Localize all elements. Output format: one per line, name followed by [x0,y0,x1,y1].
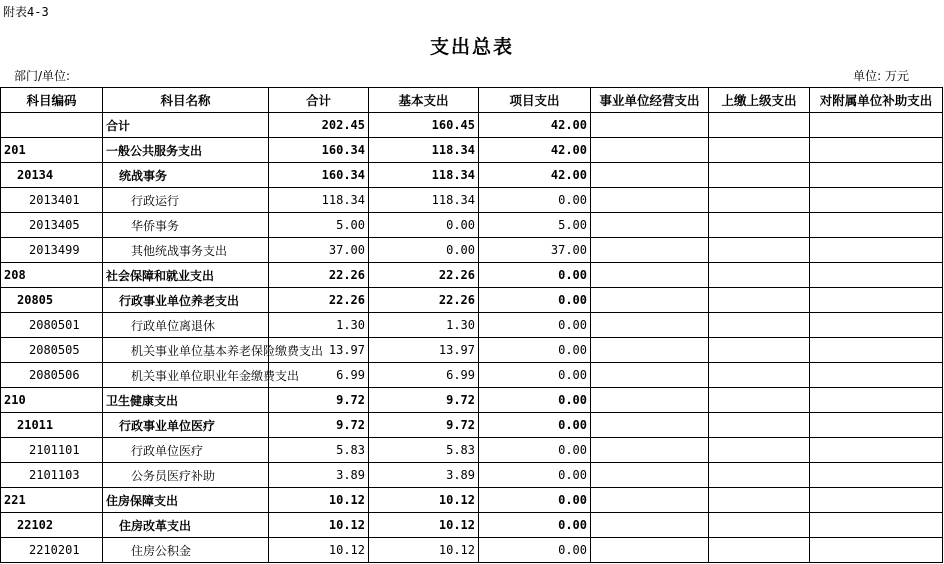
cell-basic-expenditure: 118.34 [369,188,479,213]
cell-project-expenditure: 0.00 [479,288,591,313]
cell-subject-code: 208 [1,263,103,288]
cell-basic-expenditure: 0.00 [369,238,479,263]
header-subject-name: 科目名称 [103,88,269,113]
cell-operating-expenditure [591,488,709,513]
table-header-row [1,88,943,113]
header-upper-payment: 上缴上级支出 [709,88,810,113]
cell-project-expenditure: 0.00 [479,538,591,563]
cell-subsidy [810,388,943,413]
cell-subject-name: 机关事业单位职业年金缴费支出 [103,363,269,388]
table-row [1,138,943,163]
cell-total: 160.34 [269,138,369,163]
cell-basic-expenditure: 160.45 [369,113,479,138]
cell-subject-code: 2080505 [1,338,103,363]
table-row [1,488,943,513]
cell-upper-payment [709,513,810,538]
cell-basic-expenditure: 6.99 [369,363,479,388]
cell-operating-expenditure [591,538,709,563]
cell-subsidy [810,363,943,388]
cell-subsidy [810,113,943,138]
cell-basic-expenditure: 118.34 [369,163,479,188]
cell-total: 9.72 [269,413,369,438]
cell-operating-expenditure [591,163,709,188]
header-basic-expenditure: 基本支出 [369,88,479,113]
cell-operating-expenditure [591,288,709,313]
table-row [1,363,943,388]
cell-subject-code: 21011 [1,413,103,438]
cell-upper-payment [709,138,810,163]
cell-operating-expenditure [591,438,709,463]
cell-upper-payment [709,338,810,363]
cell-basic-expenditure: 9.72 [369,388,479,413]
cell-subject-name: 社会保障和就业支出 [103,263,269,288]
cell-subject-code: 22102 [1,513,103,538]
cell-project-expenditure: 0.00 [479,263,591,288]
cell-operating-expenditure [591,338,709,363]
cell-basic-expenditure: 3.89 [369,463,479,488]
cell-subject-name: 华侨事务 [103,213,269,238]
table-row [1,513,943,538]
cell-subject-name: 一般公共服务支出 [103,138,269,163]
cell-subsidy [810,288,943,313]
cell-project-expenditure: 37.00 [479,238,591,263]
cell-basic-expenditure: 5.83 [369,438,479,463]
cell-subject-name: 卫生健康支出 [103,388,269,413]
cell-project-expenditure: 0.00 [479,313,591,338]
cell-upper-payment [709,313,810,338]
cell-subject-code: 20805 [1,288,103,313]
cell-subject-code: 221 [1,488,103,513]
cell-upper-payment [709,388,810,413]
table-body [1,113,943,563]
cell-upper-payment [709,113,810,138]
cell-operating-expenditure [591,363,709,388]
cell-total: 6.99 [269,363,369,388]
table-row [1,238,943,263]
cell-basic-expenditure: 22.26 [369,288,479,313]
cell-total: 10.12 [269,538,369,563]
cell-total: 37.00 [269,238,369,263]
cell-basic-expenditure: 22.26 [369,263,479,288]
cell-upper-payment [709,413,810,438]
cell-upper-payment [709,163,810,188]
table-row [1,438,943,463]
cell-subsidy [810,238,943,263]
cell-total: 5.83 [269,438,369,463]
cell-subject-name: 合计 [103,113,269,138]
cell-project-expenditure: 0.00 [479,438,591,463]
cell-operating-expenditure [591,213,709,238]
cell-subject-code: 2013405 [1,213,103,238]
cell-operating-expenditure [591,388,709,413]
cell-total: 10.12 [269,488,369,513]
cell-subject-code [1,113,103,138]
cell-project-expenditure: 0.00 [479,488,591,513]
cell-subject-name: 行政运行 [103,188,269,213]
cell-basic-expenditure: 0.00 [369,213,479,238]
cell-subsidy [810,163,943,188]
table-row [1,463,943,488]
table-row [1,263,943,288]
table-row [1,338,943,363]
header-total: 合计 [269,88,369,113]
cell-total: 22.26 [269,288,369,313]
cell-subject-name: 行政事业单位养老支出 [103,288,269,313]
cell-project-expenditure: 0.00 [479,513,591,538]
cell-subject-name: 行政单位医疗 [103,438,269,463]
cell-basic-expenditure: 1.30 [369,313,479,338]
cell-subject-name: 住房保障支出 [103,488,269,513]
cell-subsidy [810,338,943,363]
cell-subject-name: 机关事业单位基本养老保险缴费支出 [103,338,269,363]
table-row [1,313,943,338]
table-row [1,163,943,188]
cell-operating-expenditure [591,463,709,488]
cell-project-expenditure: 0.00 [479,188,591,213]
cell-subject-code: 2080501 [1,313,103,338]
cell-project-expenditure: 0.00 [479,338,591,363]
cell-upper-payment [709,538,810,563]
cell-project-expenditure: 0.00 [479,363,591,388]
cell-basic-expenditure: 13.97 [369,338,479,363]
table-row [1,388,943,413]
header-subject-code: 科目编码 [1,88,103,113]
table-row [1,288,943,313]
cell-subsidy [810,463,943,488]
cell-subject-name: 统战事务 [103,163,269,188]
cell-upper-payment [709,263,810,288]
cell-subsidy [810,538,943,563]
cell-subsidy [810,438,943,463]
header-operating-expenditure: 事业单位经营支出 [591,88,709,113]
cell-total: 22.26 [269,263,369,288]
cell-total: 3.89 [269,463,369,488]
cell-project-expenditure: 0.00 [479,463,591,488]
cell-subject-name: 行政事业单位医疗 [103,413,269,438]
cell-subject-code: 2013401 [1,188,103,213]
cell-subject-name: 住房改革支出 [103,513,269,538]
table-row [1,113,943,138]
header-subsidy: 对附属单位补助支出 [810,88,943,113]
table-row [1,538,943,563]
cell-operating-expenditure [591,238,709,263]
cell-subsidy [810,138,943,163]
cell-total: 10.12 [269,513,369,538]
cell-operating-expenditure [591,313,709,338]
header-project-expenditure: 项目支出 [479,88,591,113]
cell-operating-expenditure [591,138,709,163]
cell-subsidy [810,488,943,513]
cell-subject-code: 2101103 [1,463,103,488]
cell-total: 1.30 [269,313,369,338]
cell-subject-code: 20134 [1,163,103,188]
cell-subsidy [810,213,943,238]
cell-upper-payment [709,188,810,213]
cell-subject-name: 其他统战事务支出 [103,238,269,263]
cell-upper-payment [709,488,810,513]
cell-subject-name: 公务员医疗补助 [103,463,269,488]
cell-total: 118.34 [269,188,369,213]
cell-basic-expenditure: 10.12 [369,488,479,513]
cell-subject-name: 住房公积金 [103,538,269,563]
cell-subject-code: 2080506 [1,363,103,388]
cell-project-expenditure: 0.00 [479,413,591,438]
expenditure-table [0,87,943,563]
cell-operating-expenditure [591,413,709,438]
table-row [1,213,943,238]
cell-basic-expenditure: 10.12 [369,538,479,563]
table-row [1,188,943,213]
cell-project-expenditure: 42.00 [479,138,591,163]
table-row [1,413,943,438]
cell-basic-expenditure: 10.12 [369,513,479,538]
cell-operating-expenditure [591,113,709,138]
cell-project-expenditure: 5.00 [479,213,591,238]
cell-subject-code: 2210201 [1,538,103,563]
cell-subject-code: 2013499 [1,238,103,263]
cell-subsidy [810,513,943,538]
cell-total: 160.34 [269,163,369,188]
cell-operating-expenditure [591,513,709,538]
cell-subject-code: 2101101 [1,438,103,463]
cell-project-expenditure: 42.00 [479,113,591,138]
cell-upper-payment [709,463,810,488]
cell-upper-payment [709,363,810,388]
cell-project-expenditure: 42.00 [479,163,591,188]
cell-upper-payment [709,288,810,313]
page-title: 支出总表 [429,36,514,58]
cell-subsidy [810,263,943,288]
cell-upper-payment [709,238,810,263]
cell-total: 13.97 [269,338,369,363]
cell-subsidy [810,313,943,338]
annex-label: 附表4-3 [3,5,49,19]
cell-total: 5.00 [269,213,369,238]
cell-operating-expenditure [591,263,709,288]
cell-total: 9.72 [269,388,369,413]
cell-subsidy [810,413,943,438]
cell-subsidy [810,188,943,213]
cell-upper-payment [709,213,810,238]
cell-subject-code: 210 [1,388,103,413]
cell-subject-name: 行政单位离退休 [103,313,269,338]
cell-total: 202.45 [269,113,369,138]
cell-project-expenditure: 0.00 [479,388,591,413]
cell-basic-expenditure: 118.34 [369,138,479,163]
cell-subject-code: 201 [1,138,103,163]
cell-operating-expenditure [591,188,709,213]
cell-upper-payment [709,438,810,463]
unit-label: 单位: 万元 [853,69,909,83]
cell-basic-expenditure: 9.72 [369,413,479,438]
department-label: 部门/单位: [14,69,71,83]
